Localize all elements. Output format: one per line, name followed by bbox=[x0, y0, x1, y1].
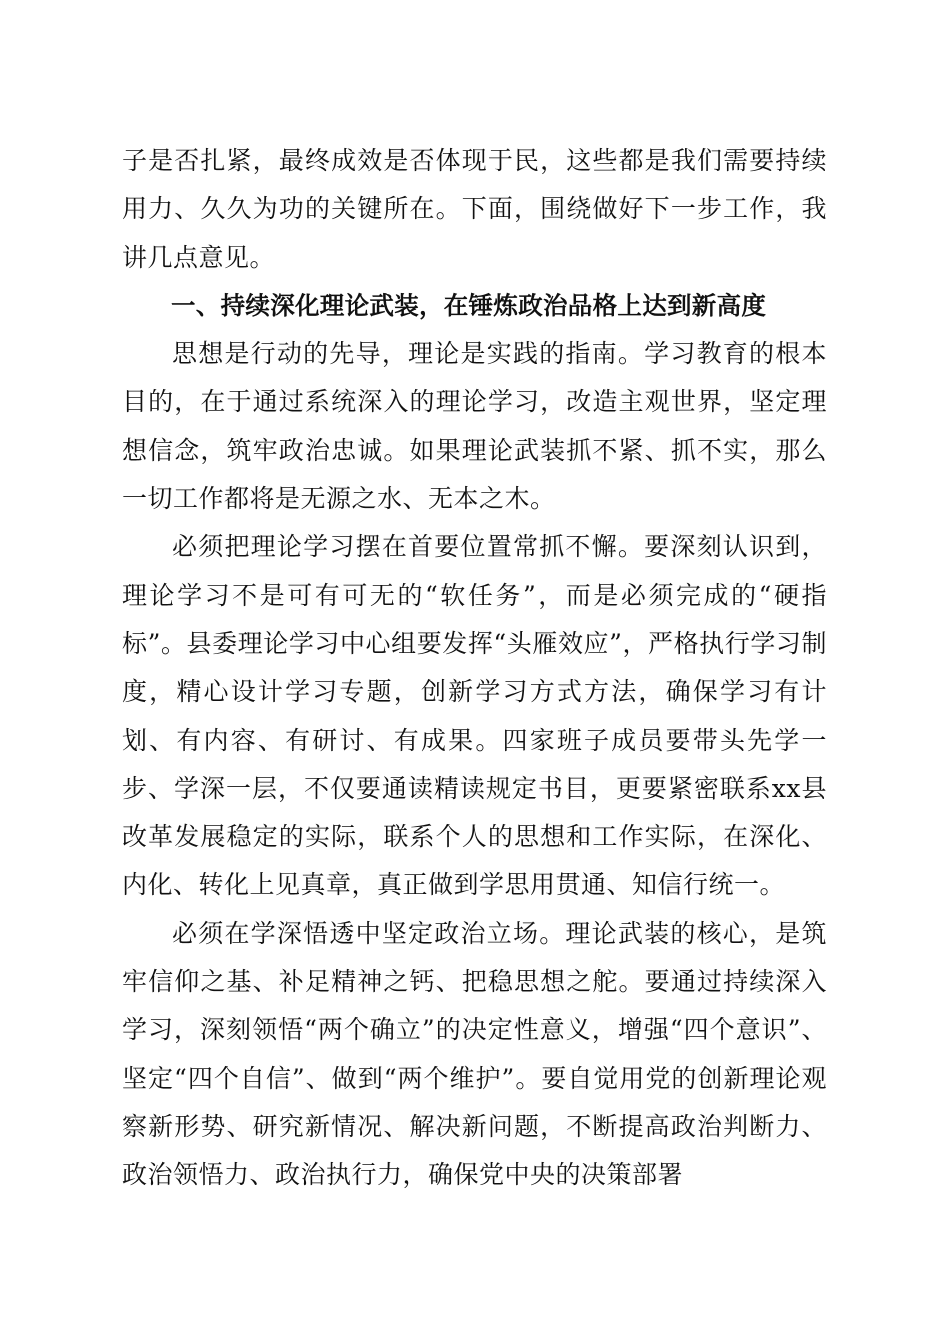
section-heading: 一、持续深化理论武装，在锤炼政治品格上达到新高度 bbox=[171, 290, 767, 320]
document-body bbox=[122, 137, 827, 1200]
body-paragraph: 思想是行动的先导，理论是实践的指南。学习教育的根本目的，在于通过系统深入的理论学习，改造主观世界，坚定理想信念，筑牢政治忠诚。如果理论武装抓不紧、抓不实，那么一切工作都将是无源之水、无本之木。 bbox=[122, 339, 827, 514]
body-paragraph: 必须把理论学习摆在首要位置常抓不懈。要深刻认识到，理论学习不是可有可无的“软任务”，而是必须完成的“硬指标”。县委理论学习中心组要发挥“头雁效应”，严格执行学习制度，精心设计学习专题，创新学习方式方法，确保学习有计划、有内容、有研讨、有成果。四家班子成员要带头先学一步、学深一层，不仅要通读精读规定书目，更要紧密联系xx县改革发展稳定的实际，联系个人的思想和工作实际，在深化、内化、转化上见真章，真正做到学思用贯通、知信行统一。 bbox=[122, 532, 827, 900]
body-paragraph: 必须在学深悟透中坚定政治立场。理论武装的核心，是筑牢信仰之基、补足精神之钙、把稳思想之舵。要通过持续深入学习，深刻领悟“两个确立”的决定性意义，增强“四个意识”、坚定“四个自信”、做到“两个维护”。要自觉用党的创新理论观察新形势、研究新情况、解决新问题，不断提高政治判断力、政治领悟力、政治执行力，确保党中央的决策部署 bbox=[122, 918, 827, 1190]
continuation-paragraph: 子是否扎紧，最终成效是否体现于民，这些都是我们需要持续用力、久久为功的关键所在。下面，围绕做好下一步工作，我讲几点意见。 bbox=[122, 146, 827, 272]
